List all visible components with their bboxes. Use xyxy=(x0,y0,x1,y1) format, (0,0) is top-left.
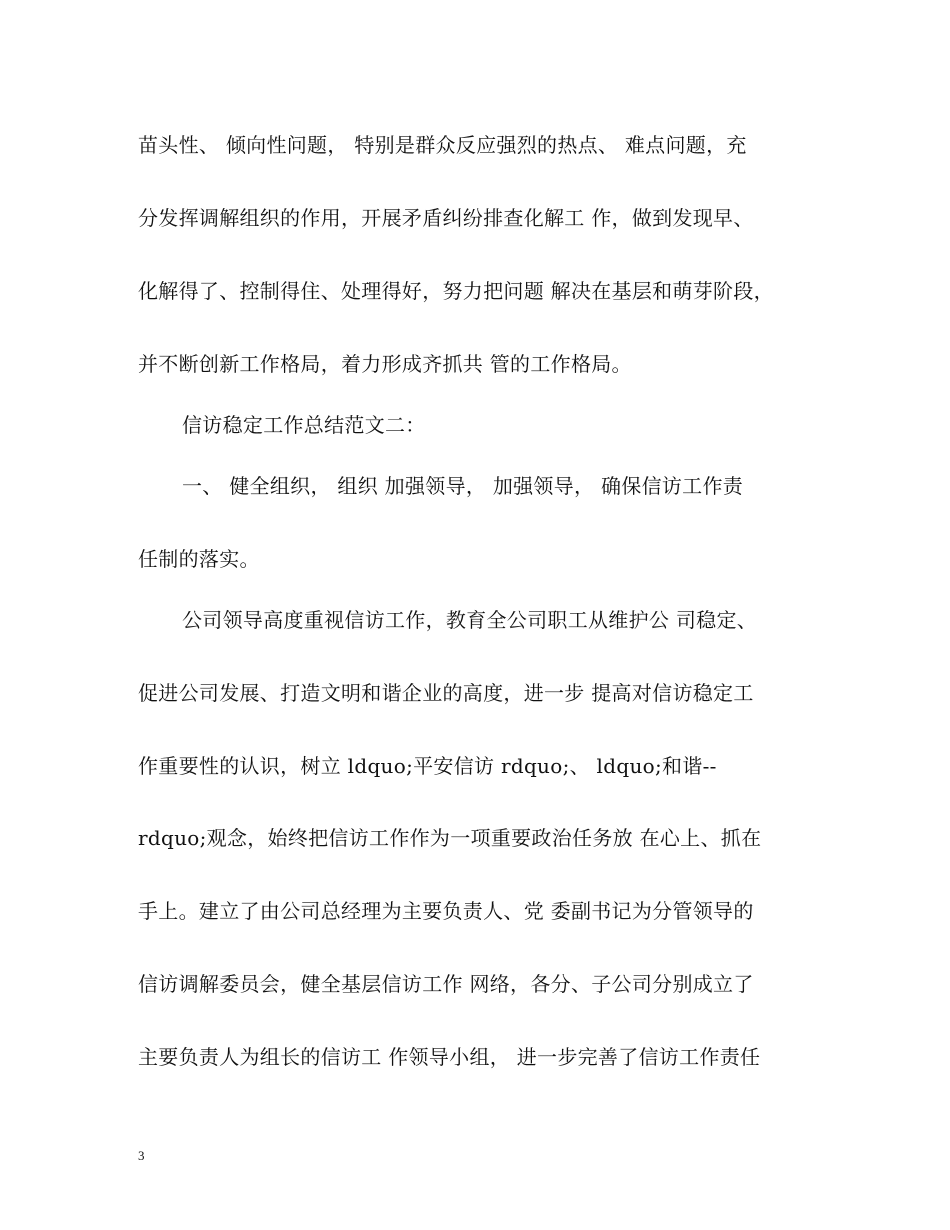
body-text-line: 手上。建立了由公司总经理为主要负责人、党 委副书记为分管领导的 xyxy=(138,899,754,923)
body-text-line: 化解得了、控制得住、处理得好，努力把问题 解决在基层和萌芽阶段， xyxy=(138,279,774,303)
body-text-line: rdquo;观念，始终把信访工作作为一项重要政治任务放 在心上、抓在 xyxy=(138,826,762,850)
body-text-line: 信访调解委员会，健全基层信访工作 网络，各分、子公司分别成立了 xyxy=(138,972,754,996)
body-text-line: 分发挥调解组织的作用，开展矛盾纠纷排查化解工 作，做到发现早、 xyxy=(138,206,754,230)
body-text-line: 主要负责人为组长的信访工 作领导小组， 进一步完善了信访工作责任 xyxy=(138,1045,761,1069)
page-number: 3 xyxy=(138,1148,145,1163)
section-heading: 信访稳定工作总结范文二： xyxy=(182,413,426,437)
body-text-line: 促进公司发展、打造文明和谐企业的高度，进一步 提高对信访稳定工 xyxy=(138,681,754,705)
paragraph-first-line: 公司领导高度重视信访工作，教育全公司职工从维护公 司稳定、 xyxy=(182,608,758,632)
body-text-line: 任制的落实。 xyxy=(138,547,260,571)
numbered-point-heading: 一、 健全组织， 组织 加强领导， 加强领导， 确保信访工作责 xyxy=(182,474,744,498)
body-text-line: 苗头性、 倾向性问题， 特别是群众反应强烈的热点、 难点问题，充 xyxy=(138,133,747,157)
body-text-line: 作重要性的认识，树立 ldquo;平安信访 rdquo;、 ldquo;和谐-- xyxy=(138,754,717,778)
body-text-line: 并不断创新工作格局，着力形成齐抓共 管的工作格局。 xyxy=(138,352,632,376)
